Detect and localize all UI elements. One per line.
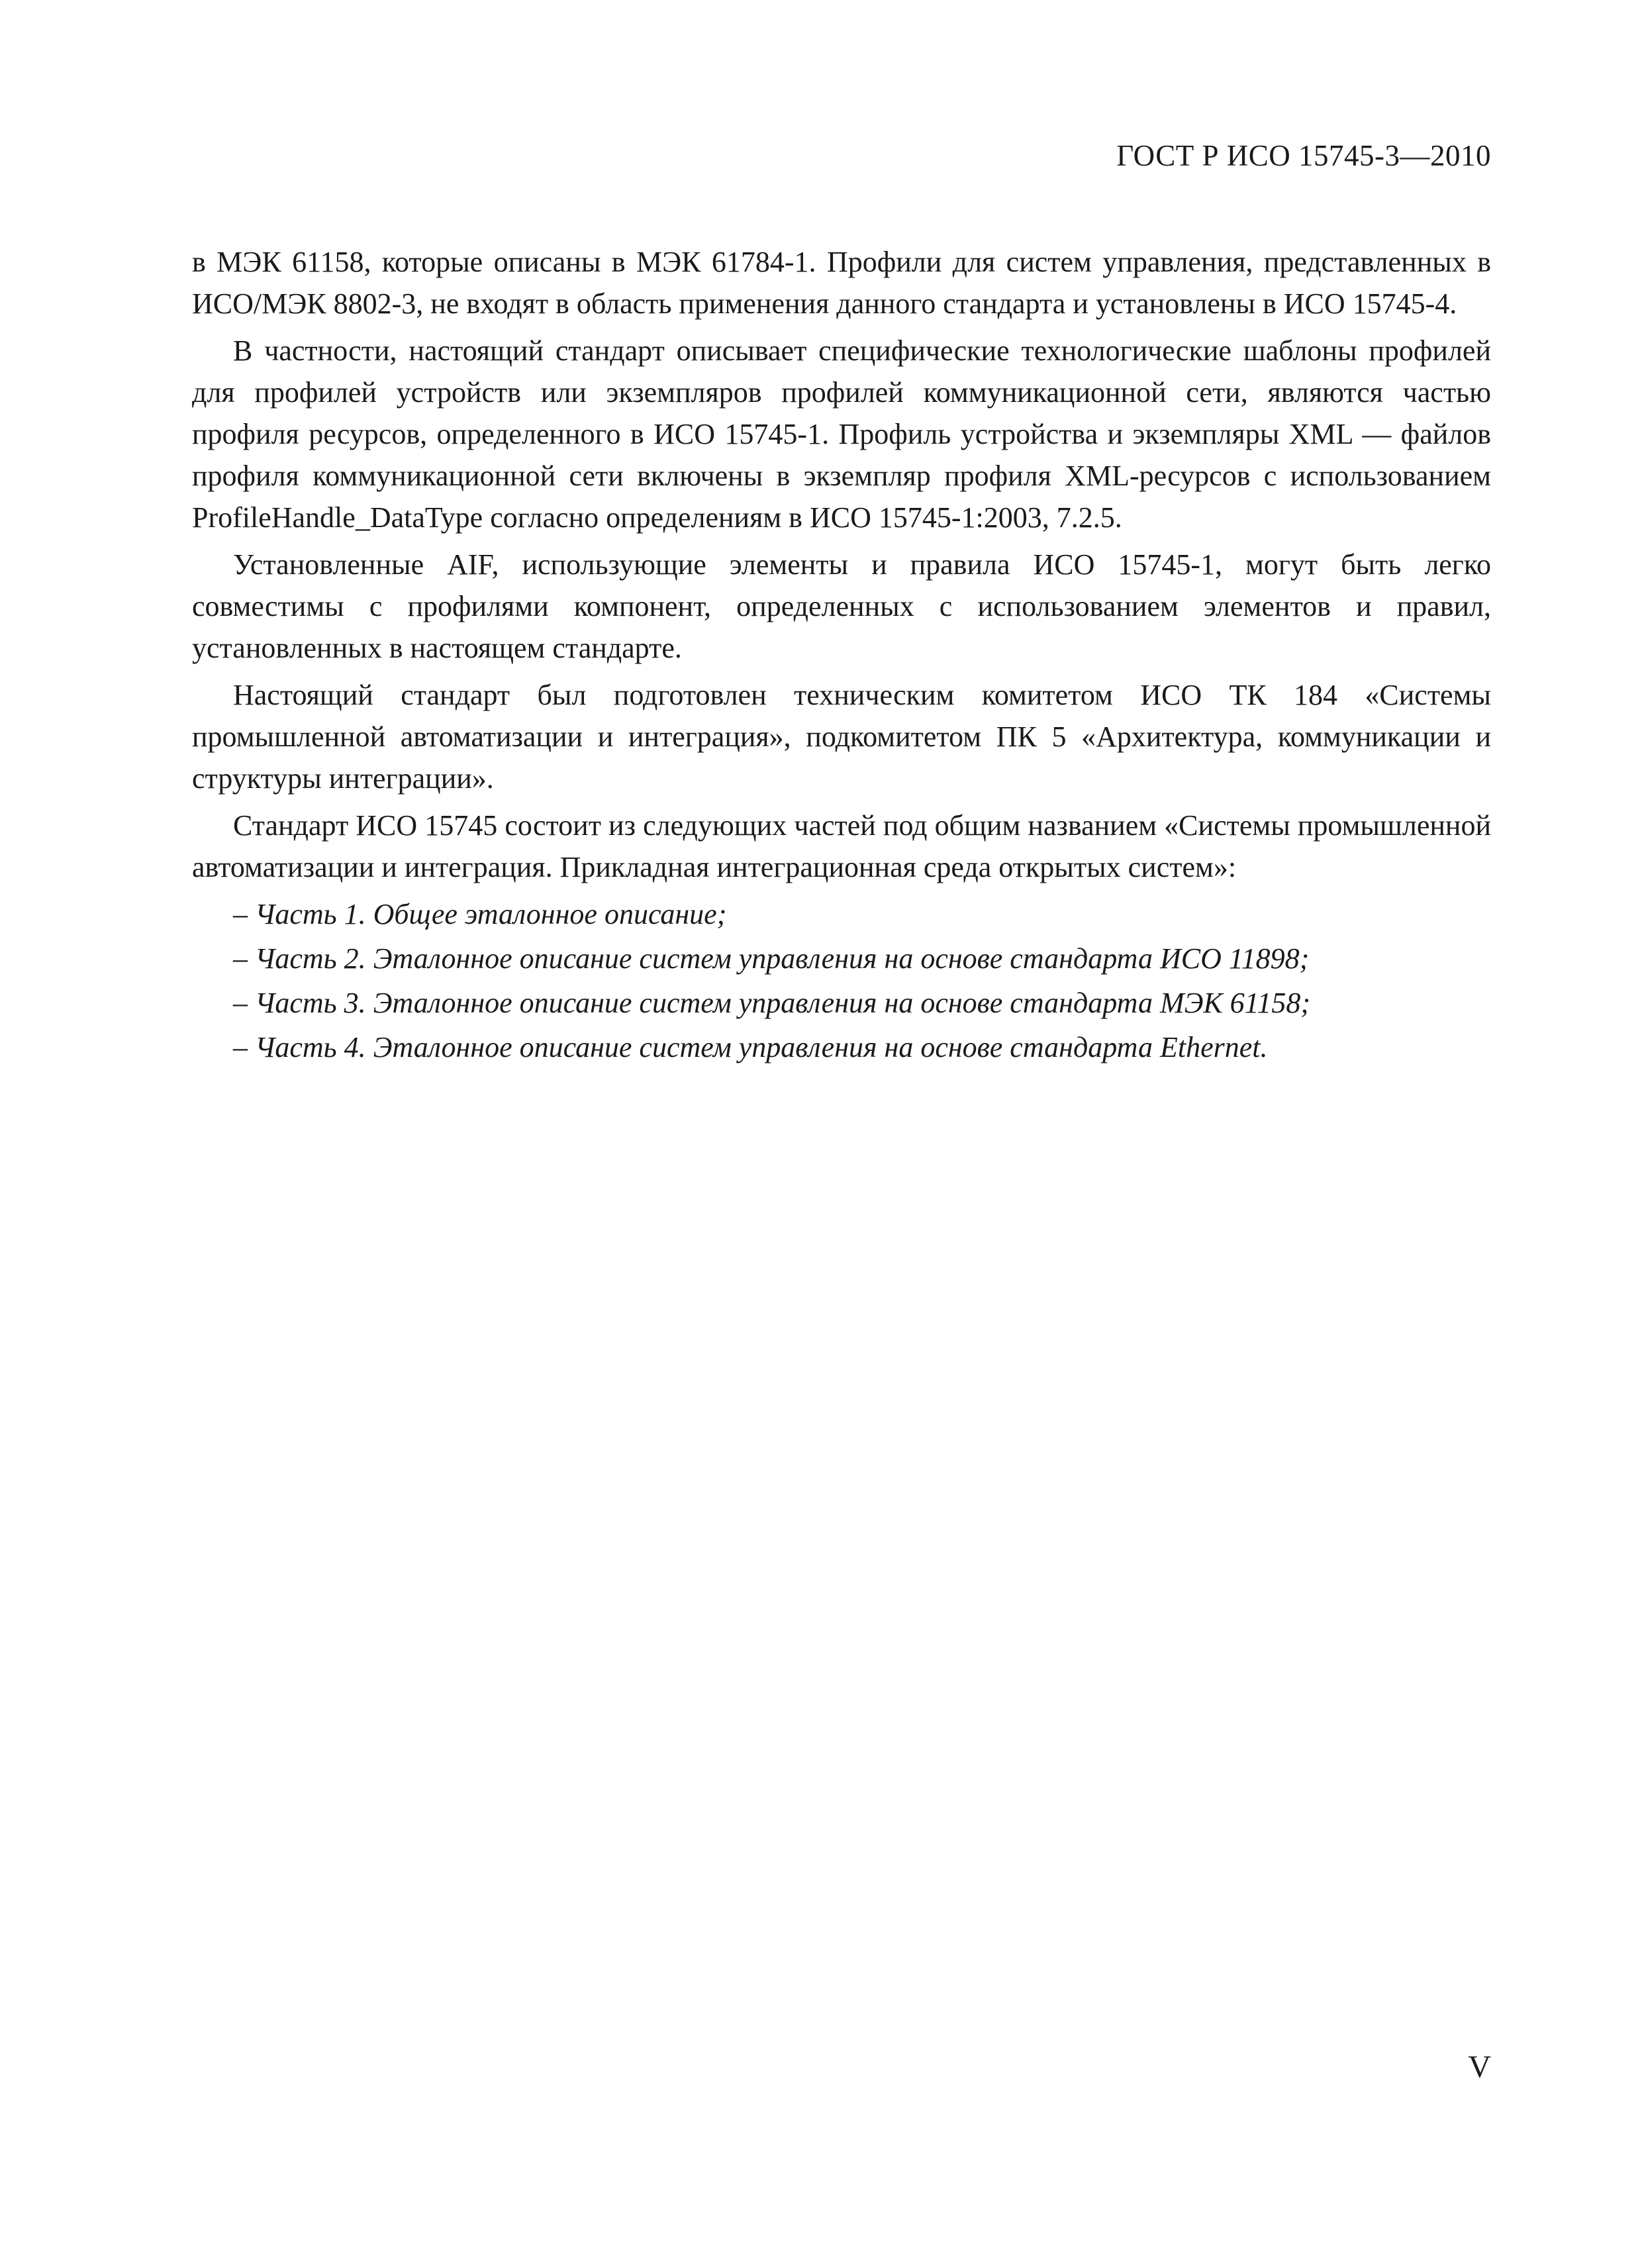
page-number: V bbox=[1468, 2049, 1491, 2085]
list-item: – Часть 2. Эталонное описание систем управления на основе стандарта ИСО 11898; bbox=[233, 942, 1310, 975]
paragraph-parts-intro: Стандарт ИСО 15745 состоит из следующих частей под общим названием «Системы промышленной автоматизации и интеграция. Прикладная интеграционная среда открытых систем»: bbox=[192, 809, 1491, 883]
paragraph-profiles: В частности, настоящий стандарт описывает специфические технологические шаблоны профилей для профилей устройств или экземпляров профилей коммуникационной сети, являются частью профиля ресурсов, определенного в ИСО 15745-1. Профиль устройства и экземпляры XML — файлов профиля коммуникационной сети включены в экземпляр профиля XML-ресурсов с использованием ProfileHandle_DataType согласно определениям в ИСО 15745-1:2003, 7.2.5. bbox=[192, 334, 1491, 534]
parts-list bbox=[192, 893, 1491, 1068]
document-header-code: ГОСТ Р ИСО 15745-3—2010 bbox=[1116, 139, 1491, 172]
list-item: – Часть 4. Эталонное описание систем управления на основе стандарта Ethernet. bbox=[233, 1031, 1268, 1063]
paragraph-committee: Настоящий стандарт был подготовлен техническим комитетом ИСО ТК 184 «Системы промышленной автоматизации и интеграция», подкомитетом ПК 5 «Архитектура, коммуникации и структуры интеграции». bbox=[192, 679, 1491, 795]
paragraph-continuation: в МЭК 61158, которые описаны в МЭК 61784-1. Профили для систем управления, представленных в ИСО/МЭК 8802-3, не входят в область применения данного стандарта и установлены в ИСО 15745-4. bbox=[192, 246, 1491, 320]
list-item: – Часть 3. Эталонное описание систем управления на основе стандарта МЭК 61158; bbox=[233, 987, 1311, 1019]
list-item: – Часть 1. Общее эталонное описание; bbox=[233, 898, 727, 930]
document-body bbox=[192, 241, 1491, 1071]
paragraph-aif: Установленные AIF, использующие элементы и правила ИСО 15745-1, могут быть легко совместимы с профилями компонент, определенных с использованием элементов и правил, установленных в настоящем стандарте. bbox=[192, 548, 1491, 664]
